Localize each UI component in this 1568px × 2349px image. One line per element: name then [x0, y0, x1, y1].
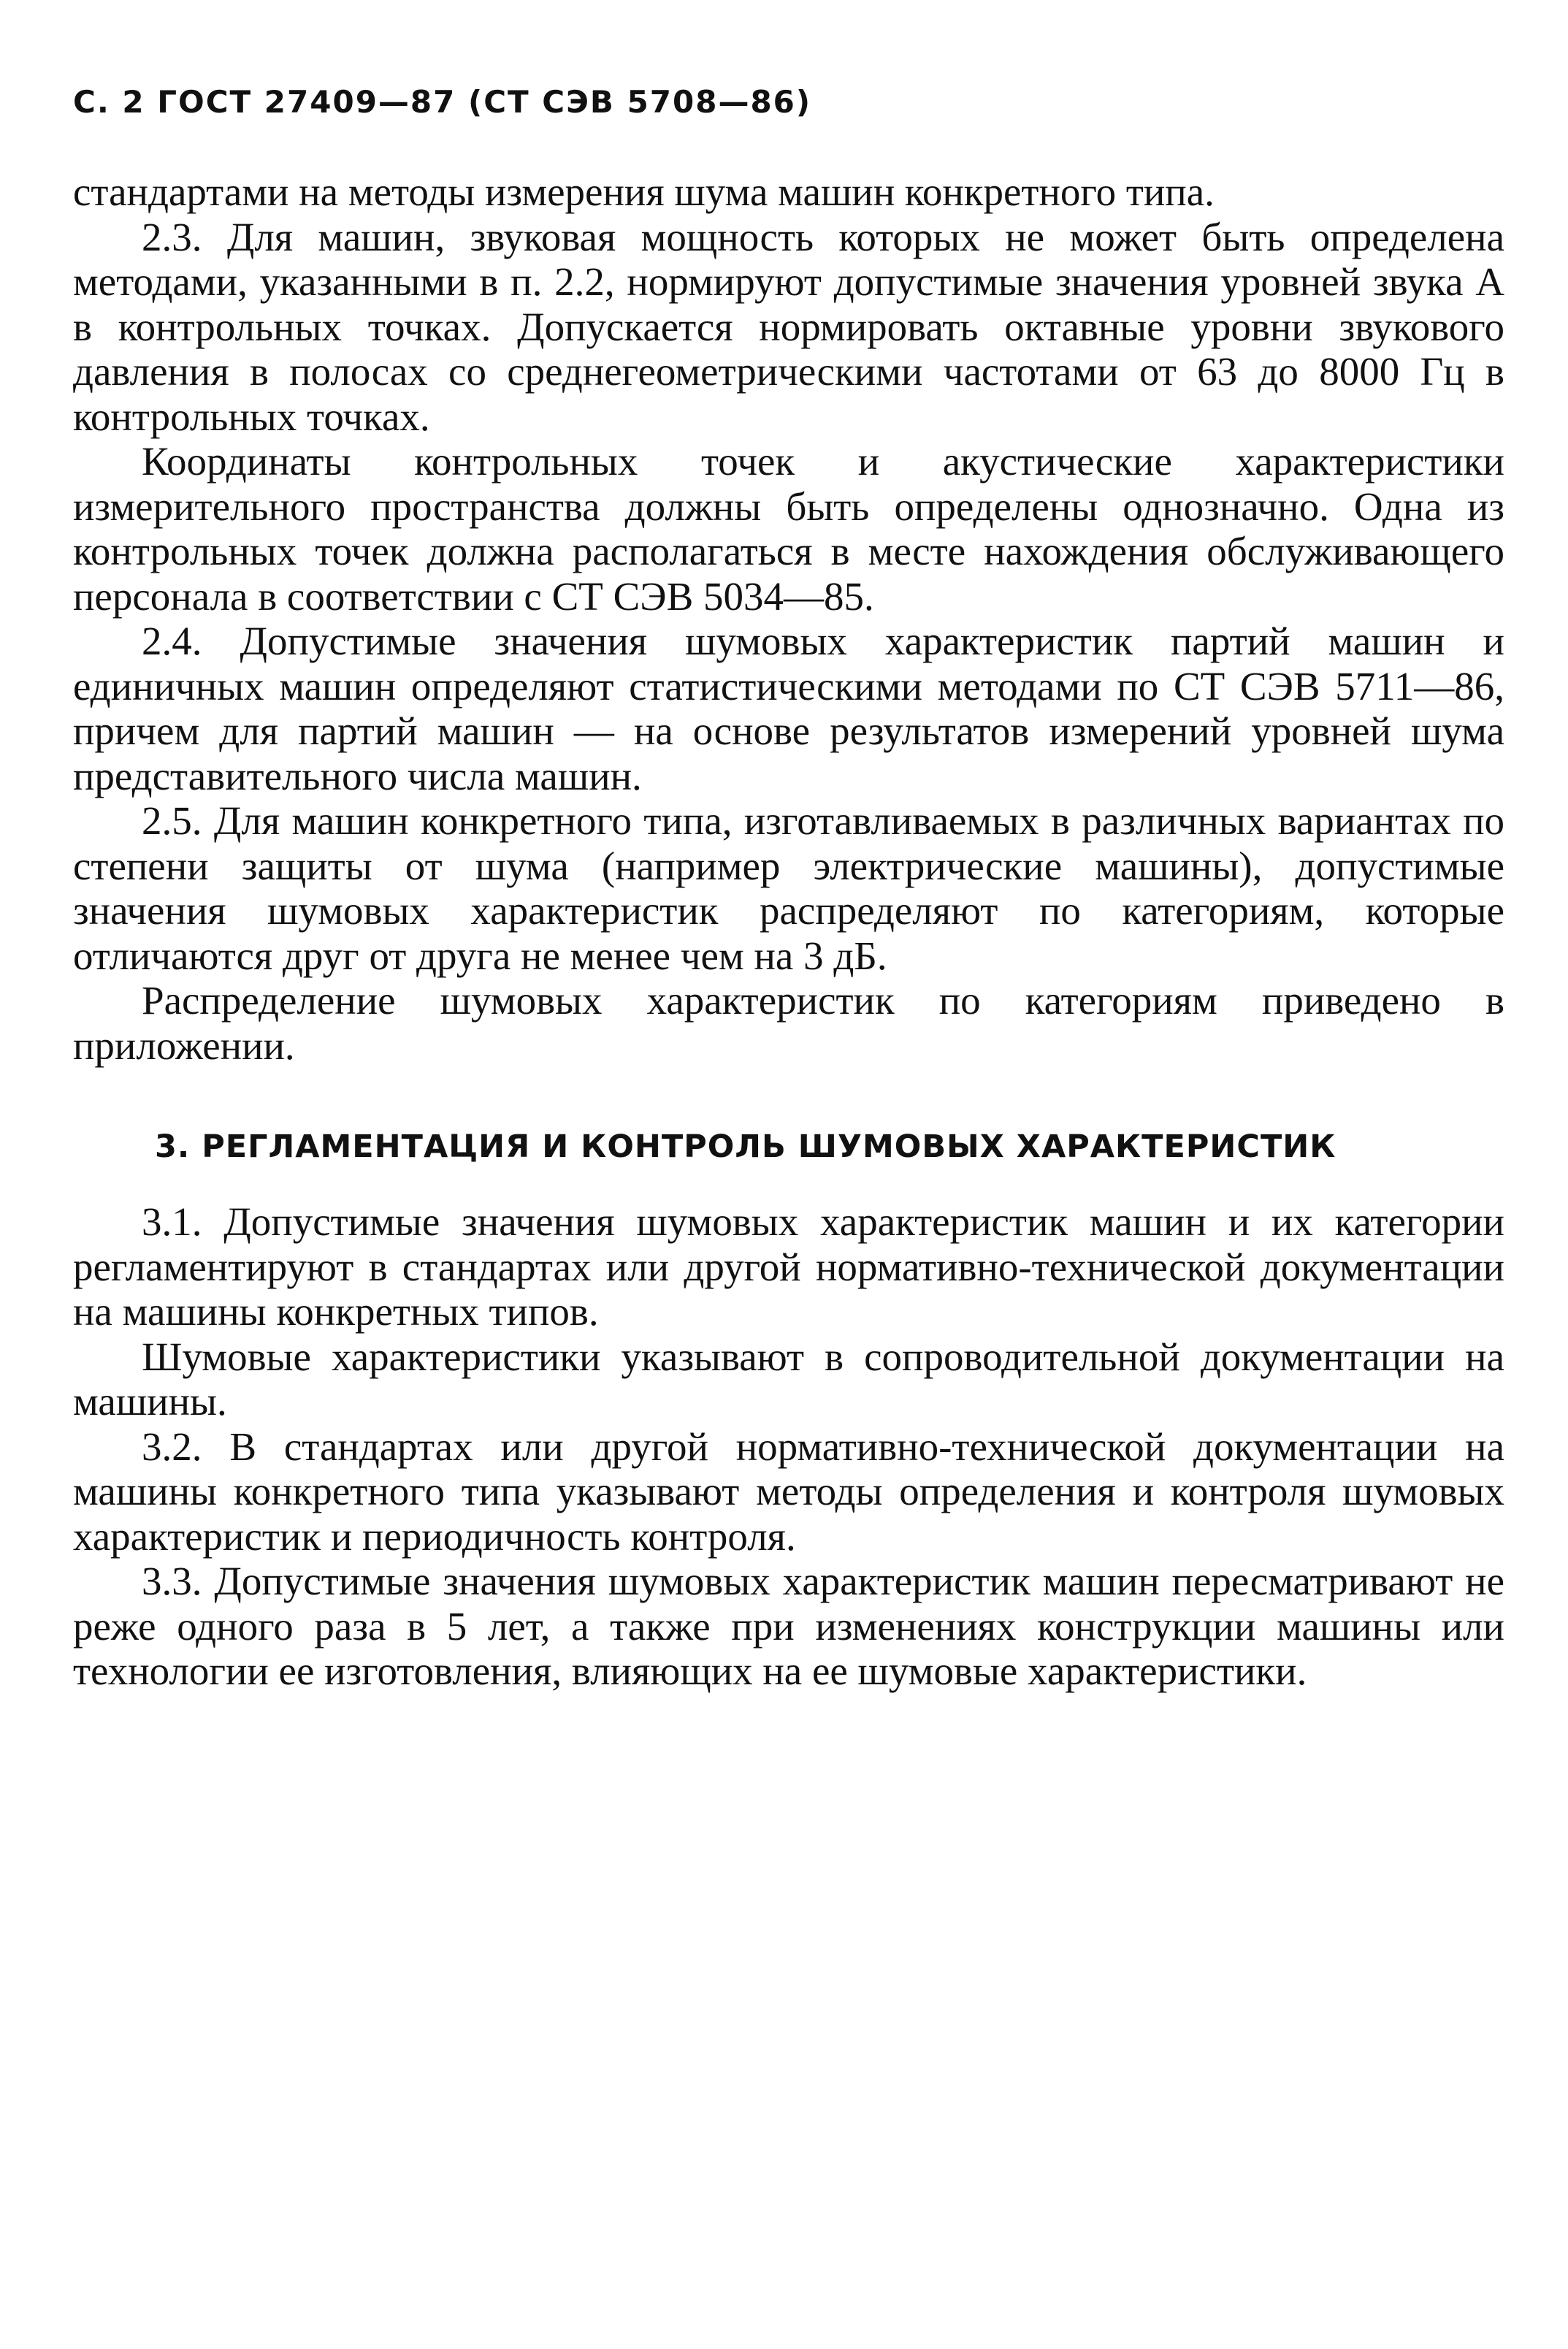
running-head: С. 2 ГОСТ 27409—87 (СТ СЭВ 5708—86) — [73, 84, 812, 120]
paragraph-2-3-coordinates: Координаты контрольных точек и акустические характеристики измерительного пространства должны быть определены однозначно. Одна из контрольных точек должна располагаться в месте нахождения обслуживающего персонала в соответствии с СТ СЭВ 5034—85. — [73, 439, 1504, 619]
paragraph-3-2: 3.2. В стандартах или другой нормативно-технической документации на машины конкретного типа указывают методы определения и контроля шумовых характеристик и периодичность контроля. — [73, 1424, 1504, 1559]
paragraph-2-4: 2.4. Допустимые значения шумовых характеристик партий машин и единичных машин определяют статистическими методами по СТ СЭВ 5711—86, причем для партий машин — на основе результатов измерений уровней шума представительного числа машин. — [73, 619, 1504, 798]
section-3-body — [73, 1199, 1504, 1694]
paragraph-2-2-continuation: стандартами на методы измерения шума машин конкретного типа. — [73, 169, 1215, 214]
section-3-heading: 3. РЕГЛАМЕНТАЦИЯ И КОНТРОЛЬ ШУМОВЫХ ХАРАКТЕРИСТИК — [155, 1128, 1336, 1165]
section-2-body — [73, 169, 1504, 1068]
paragraph-3-3: 3.3. Допустимые значения шумовых характеристик машин пересматривают не реже одного раза в 5 лет, а также при изменениях конструкции машины или технологии ее изготовления, влияющих на ее шумовые характеристики. — [73, 1559, 1504, 1693]
document-page — [73, 80, 1504, 1694]
paragraph-2-5-distribution: Распределение шумовых характеристик по категориям приведено в приложении. — [73, 978, 1504, 1068]
paragraph-2-5: 2.5. Для машин конкретного типа, изготавливаемых в различных вариантах по степени защиты от шума (например электрические машины), допустимые значения шумовых характеристик распределяют по категориям, которые отличаются друг от друга не менее чем на 3 дБ. — [73, 798, 1504, 978]
paragraph-3-1-documentation: Шумовые характеристики указывают в сопроводительной документации на машины. — [73, 1334, 1504, 1424]
paragraph-2-3: 2.3. Для машин, звуковая мощность которых не может быть определена методами, указанными в п. 2.2, нормируют допустимые значения уровней звука А в контрольных точках. Допускается нормировать октавные уровни звукового давления в полосах со среднегеометрическими частотами от 63 до 8000 Гц в контрольных точках. — [73, 214, 1504, 439]
paragraph-3-1: 3.1. Допустимые значения шумовых характеристик машин и их категории регламентируют в стандартах или другой нормативно-технической документации на машины конкретных типов. — [73, 1199, 1504, 1334]
